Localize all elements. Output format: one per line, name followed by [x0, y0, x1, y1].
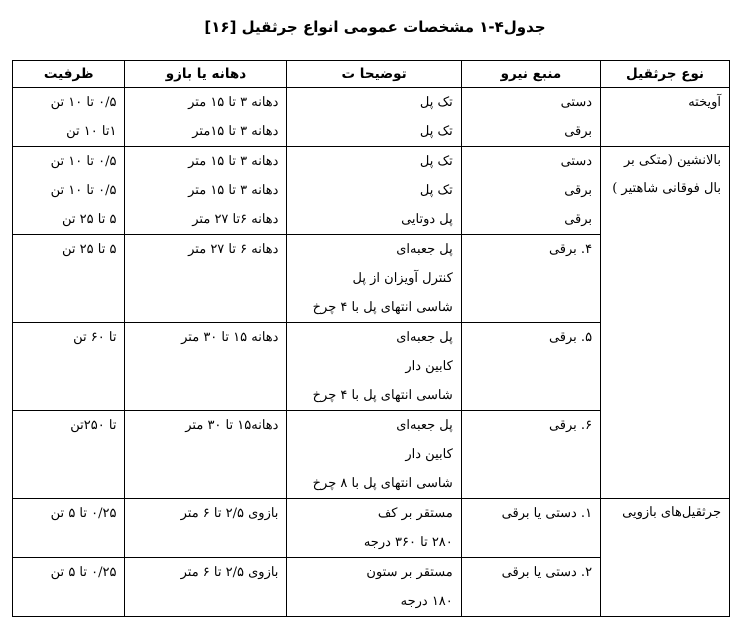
- crane-type-cell: بالانشین (متکی بر بال فوقانی شاهتیر ): [601, 147, 730, 499]
- dim-cell: [125, 88, 287, 147]
- desc-cell: [287, 235, 461, 323]
- dim-line: دهانه ۶ تا ۲۷ متر: [188, 242, 279, 257]
- cap-line: تا ۶۰ تن: [73, 330, 117, 345]
- power-cell: [461, 499, 600, 558]
- desc-line: پل جعبه‌ای: [396, 242, 453, 257]
- header-cap: ظرفیت: [13, 61, 125, 88]
- desc-line: پل جعبه‌ای: [396, 418, 453, 433]
- desc-line: تک پل: [419, 183, 453, 198]
- desc-line: کنترل آویزان از پل: [352, 271, 453, 286]
- power-line: ۶. برقی: [548, 418, 593, 433]
- desc-line: مستقر بر ستون: [366, 565, 453, 580]
- cap-line: ۰/۵ تا ۱۰ تن: [50, 154, 117, 169]
- power-line: ۵. برقی: [548, 330, 593, 345]
- cap-line: تا ۲۵۰تن: [70, 418, 117, 433]
- cap-line: ۰/۵ تا ۱۰ تن: [50, 183, 117, 198]
- power-line: ۴. برقی: [548, 242, 593, 257]
- cap-cell: [13, 235, 125, 323]
- dim-cell: [125, 235, 287, 323]
- cap-line: ۰/۲۵ تا ۵ تن: [50, 506, 117, 521]
- power-cell: [461, 323, 600, 411]
- header-row: [13, 61, 730, 88]
- table-row: [13, 147, 730, 235]
- header-dim: دهانه یا بازو: [125, 61, 287, 88]
- crane-type-cell: آویخته: [601, 88, 730, 147]
- dim-cell: [125, 411, 287, 499]
- dim-line: بازوی ۲/۵ تا ۶ متر: [180, 565, 279, 580]
- cap-cell: [13, 323, 125, 411]
- desc-line: شاسی انتهای پل با ۴ چرخ: [312, 300, 453, 315]
- desc-line: تک پل: [419, 154, 453, 169]
- desc-cell: [287, 323, 461, 411]
- crane-specs-table: [12, 60, 730, 617]
- crane-type-cell: جرثقیل‌های بازویی: [601, 499, 730, 617]
- table-caption: جدول۴-۱ مشخصات عمومی انواع جرثقیل [۱۶]: [204, 18, 546, 36]
- desc-line: شاسی انتهای پل با ۴ چرخ: [312, 388, 453, 403]
- dim-cell: [125, 558, 287, 617]
- desc-line: تک پل: [419, 124, 453, 139]
- cap-cell: [13, 147, 125, 235]
- power-cell: [461, 411, 600, 499]
- dim-line: دهانه ۱۵ تا ۳۰ متر: [181, 330, 279, 345]
- dim-line: دهانه ۳ تا ۱۵متر: [192, 124, 279, 139]
- dim-line: دهانه ۳ تا ۱۵ متر: [188, 95, 279, 110]
- desc-line: ۲۸۰ تا ۳۶۰ درجه: [363, 535, 453, 550]
- desc-line: تک پل: [419, 95, 453, 110]
- table-body: [13, 88, 730, 617]
- power-line: ۲. دستی یا برقی: [501, 565, 593, 580]
- cap-cell: [13, 88, 125, 147]
- cap-line: ۰/۵ تا ۱۰ تن: [50, 95, 117, 110]
- cap-line: ۱تا ۱۰ تن: [66, 124, 117, 139]
- cap-cell: [13, 411, 125, 499]
- dim-line: بازوی ۲/۵ تا ۶ متر: [180, 506, 279, 521]
- table-row: [13, 499, 730, 558]
- dim-line: دهانه ۶تا ۲۷ متر: [192, 212, 279, 227]
- table-row: [13, 88, 730, 147]
- desc-cell: [287, 499, 461, 558]
- header-type: نوع جرثقیل: [601, 61, 730, 88]
- dim-cell: [125, 323, 287, 411]
- desc-line: مستقر بر کف: [377, 506, 453, 521]
- dim-cell: [125, 499, 287, 558]
- header-power: منبع نیرو: [461, 61, 600, 88]
- dim-line: دهانه۱۵ تا ۳۰ متر: [185, 418, 279, 433]
- power-line: ۱. دستی یا برقی: [501, 506, 593, 521]
- cap-line: ۵ تا ۲۵ تن: [62, 242, 117, 257]
- cap-cell: [13, 499, 125, 558]
- desc-line: پل دوتایی: [401, 212, 453, 227]
- header-desc: توضیحا ت: [287, 61, 461, 88]
- power-line: برقی: [564, 183, 593, 198]
- cap-cell: [13, 558, 125, 617]
- dim-line: دهانه ۳ تا ۱۵ متر: [188, 154, 279, 169]
- power-line: دستی: [560, 154, 593, 169]
- desc-line: شاسی انتهای پل با ۸ چرخ: [312, 476, 453, 491]
- power-cell: [461, 558, 600, 617]
- power-line: برقی: [564, 124, 593, 139]
- cap-line: ۰/۲۵ تا ۵ تن: [50, 565, 117, 580]
- power-cell: [461, 235, 600, 323]
- dim-cell: [125, 147, 287, 235]
- desc-line: پل جعبه‌ای: [396, 330, 453, 345]
- desc-cell: [287, 88, 461, 147]
- power-line: دستی: [560, 95, 593, 110]
- dim-line: دهانه ۳ تا ۱۵ متر: [188, 183, 279, 198]
- desc-cell: [287, 558, 461, 617]
- desc-line: کابین دار: [405, 447, 453, 462]
- power-line: برقی: [564, 212, 593, 227]
- cap-line: ۵ تا ۲۵ تن: [62, 212, 117, 227]
- power-cell: [461, 88, 600, 147]
- desc-line: کابین دار: [405, 359, 453, 374]
- desc-cell: [287, 411, 461, 499]
- desc-line: ۱۸۰ درجه: [400, 594, 453, 609]
- power-cell: [461, 147, 600, 235]
- desc-cell: [287, 147, 461, 235]
